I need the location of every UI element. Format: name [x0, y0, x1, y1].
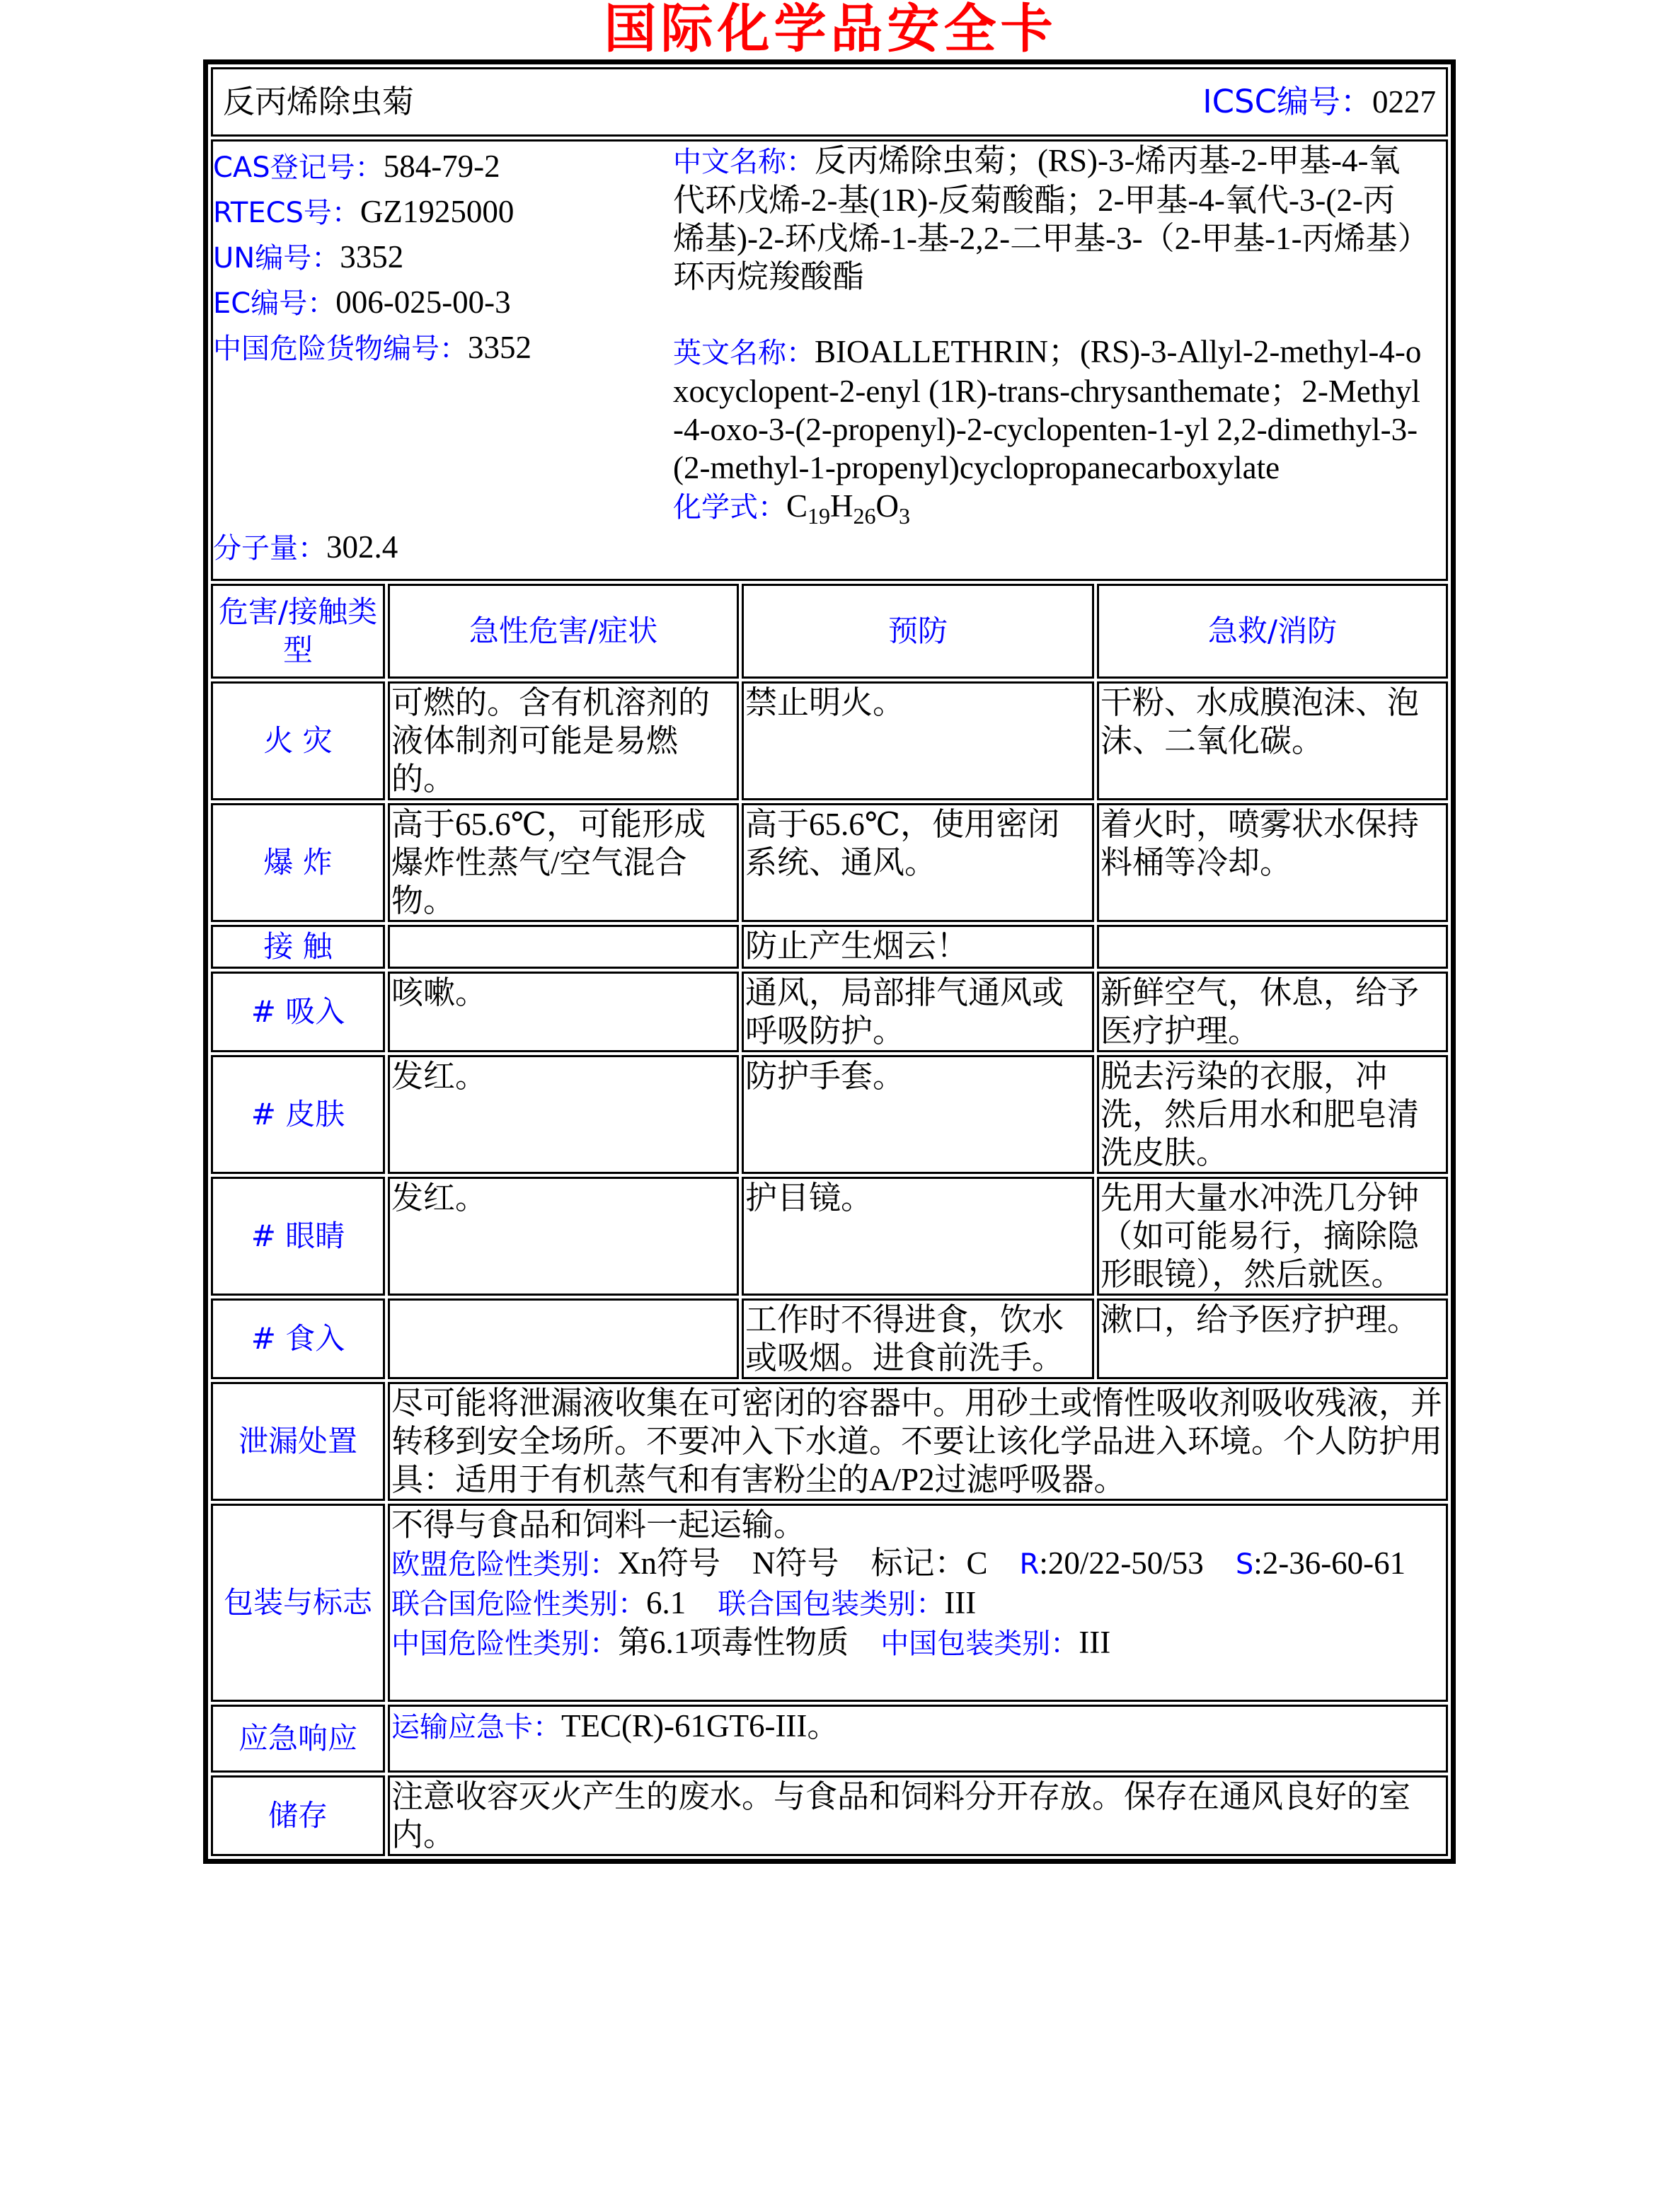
- cn-dangerous-goods-number: 3352: [468, 330, 531, 365]
- un-class-label: 联合国危险性类别：: [391, 1588, 646, 1620]
- prevention-cell: 高于65.6℃，使用密闭系统、通风。: [742, 803, 1094, 922]
- row-label: # 食入: [211, 1298, 385, 1379]
- english-name: BIOALLETHRIN；(RS)-3-Allyl-2-methyl-4-oxocyclopent-2-enyl (1R)-trans-chrysanthemate；2-Methyl-4-oxo-3-(2-propenyl)-2-cyclopenten-1-yl 2,2-dimethyl-3-(2-methyl-1-propenyl)cyclopropanecarboxylate: [673, 334, 1422, 485]
- first-aid-cell: [1097, 925, 1448, 969]
- prevention-cell: 防护手套。: [742, 1055, 1094, 1174]
- chemical-name: 反丙烯除虫菊: [223, 84, 415, 120]
- formula-subscript: 3: [899, 503, 911, 529]
- emergency-label: 应急响应: [211, 1705, 385, 1773]
- identifiers-section: [211, 139, 1448, 581]
- symptoms-cell: [388, 925, 739, 969]
- s-phrase-label: S: [1235, 1548, 1254, 1581]
- column-header: 预防: [742, 584, 1094, 679]
- molecular-weight: 302.4: [326, 529, 398, 565]
- table-row: [211, 1177, 1448, 1296]
- first-aid-cell: 先用大量水冲洗几分钟（如可能易行，摘除隐形眼镜），然后就医。: [1097, 1177, 1448, 1296]
- prevention-cell: 禁止明火。: [742, 681, 1094, 800]
- eu-class-value: Xn符号 N符号 标记：C: [618, 1545, 1020, 1581]
- table-row: [211, 1055, 1448, 1174]
- row-label: # 吸入: [211, 972, 385, 1052]
- storage-row: [211, 1775, 1448, 1856]
- formula-subscript: 19: [807, 503, 831, 529]
- spill-label: 泄漏处置: [211, 1382, 385, 1501]
- spill-text: 尽可能将泄漏液收集在可密闭的容器中。用砂土或惰性吸收剂吸收残液，并转移到安全场所。不要冲入下水道。不要让该化学品进入环境。个人防护用具：适用于有机蒸气和有害粉尘的A/P2过滤呼吸器。: [388, 1382, 1448, 1501]
- column-header: 危害/接触类型: [211, 584, 385, 679]
- symptoms-cell: 高于65.6℃，可能形成爆炸性蒸气/空气混合物。: [388, 803, 739, 922]
- prevention-cell: 护目镜。: [742, 1177, 1094, 1296]
- cn-packing-label: 中国包装类别：: [880, 1628, 1079, 1660]
- cn-dangerous-goods-label: 中国危险货物编号：: [213, 333, 468, 365]
- storage-text: 注意收容灭火产生的废水。与食品和饲料分开存放。保存在通风良好的室内。: [388, 1775, 1448, 1856]
- un-packing-value: III: [944, 1585, 977, 1620]
- eu-class-label: 欧盟危险性类别：: [391, 1548, 618, 1581]
- formula-subscript: 26: [853, 503, 876, 529]
- icsc-number: 0227: [1372, 84, 1436, 120]
- prevention-cell: 通风，局部排气通风或呼吸防护。: [742, 972, 1094, 1052]
- un-class-value: 6.1: [646, 1585, 718, 1620]
- un-label: UN编号：: [213, 242, 340, 275]
- row-label: # 眼睛: [211, 1177, 385, 1296]
- molecular-weight-label: 分子量：: [213, 532, 326, 565]
- symptoms-cell: 可燃的。含有机溶剂的液体制剂可能是易燃的。: [388, 681, 739, 800]
- cn-class-value: 第6.1项毒性物质: [618, 1625, 881, 1660]
- packaging-row: [211, 1504, 1448, 1702]
- rtecs-number: GZ1925000: [360, 194, 515, 229]
- symptoms-cell: 咳嗽。: [388, 972, 739, 1052]
- emergency-row: [211, 1705, 1448, 1773]
- formula-element: C: [786, 488, 808, 524]
- symptoms-cell: 发红。: [388, 1177, 739, 1296]
- first-aid-cell: 漱口，给予医疗护理。: [1097, 1298, 1448, 1379]
- spill-row: [211, 1382, 1448, 1501]
- formula-label: 化学式：: [673, 491, 786, 524]
- first-aid-cell: 着火时，喷雾状水保持料桶等冷却。: [1097, 803, 1448, 922]
- table-row: [211, 1298, 1448, 1379]
- un-number: 3352: [340, 239, 404, 275]
- column-header: 急救/消防: [1097, 584, 1448, 679]
- table-header-row: [211, 584, 1448, 679]
- packaging-content: [388, 1504, 1448, 1702]
- column-header: 急性危害/症状: [388, 584, 739, 679]
- cn-class-label: 中国危险性类别：: [391, 1628, 618, 1660]
- chinese-name: 反丙烯除虫菊；(RS)-3-烯丙基-2-甲基-4-氧代环戊烯-2-基(1R)-反菊酸酯；2-甲基-4-氧代-3-(2-丙烯基)-2-环戊烯-1-基-2,2-二甲基-3-（2-甲基-1-丙烯基）环丙烷羧酸酯: [673, 143, 1414, 294]
- r-phrase-value: :20/22-50/53: [1039, 1545, 1236, 1581]
- row-label: 爆 炸: [211, 803, 385, 922]
- cn-packing-value: III: [1079, 1625, 1111, 1660]
- chemical-formula: [673, 487, 1425, 535]
- r-phrase-label: R: [1019, 1548, 1040, 1581]
- row-label: # 皮肤: [211, 1055, 385, 1174]
- ec-number: 006-025-00-3: [335, 284, 511, 320]
- chinese-name-label: 中文名称：: [673, 146, 815, 178]
- storage-label: 储存: [211, 1775, 385, 1856]
- row-label: 接 触: [211, 925, 385, 969]
- row-label: 火 灾: [211, 681, 385, 800]
- safety-card: [203, 59, 1456, 1864]
- prevention-cell: 防止产生烟云！: [742, 925, 1094, 969]
- packaging-note: 不得与食品和饲料一起运输。: [391, 1507, 806, 1543]
- table-row: [211, 972, 1448, 1052]
- rtecs-label: RTECS号：: [213, 197, 360, 229]
- transport-card-value: TEC(R)-61GT6-III。: [561, 1708, 839, 1744]
- first-aid-cell: 新鲜空气，休息，给予医疗护理。: [1097, 972, 1448, 1052]
- table-row: [211, 803, 1448, 922]
- first-aid-cell: 干粉、水成膜泡沫、泡沫、二氧化碳。: [1097, 681, 1448, 800]
- transport-card-label: 运输应急卡：: [391, 1711, 561, 1744]
- symptoms-cell: 发红。: [388, 1055, 739, 1174]
- s-phrase-value: :2-36-60-61: [1253, 1545, 1406, 1581]
- formula-element: H: [830, 488, 854, 524]
- cas-number: 584-79-2: [383, 149, 500, 184]
- card-header: [211, 67, 1448, 137]
- icsc-label: ICSC编号：: [1202, 83, 1372, 120]
- first-aid-cell: 脱去污染的衣服，冲洗，然后用水和肥皂清洗皮肤。: [1097, 1055, 1448, 1174]
- un-packing-label: 联合国包装类别：: [718, 1588, 945, 1620]
- cas-label: CAS登记号：: [213, 151, 384, 184]
- prevention-cell: 工作时不得进食，饮水或吸烟。进食前洗手。: [742, 1298, 1094, 1379]
- formula-element: O: [875, 488, 900, 524]
- table-row: [211, 681, 1448, 800]
- table-row: [211, 925, 1448, 969]
- symptoms-cell: [388, 1298, 739, 1379]
- page-title: 国际化学品安全卡: [604, 0, 1057, 59]
- packaging-label: 包装与标志: [211, 1504, 385, 1702]
- ec-label: EC编号：: [213, 287, 336, 320]
- english-name-label: 英文名称：: [673, 337, 815, 369]
